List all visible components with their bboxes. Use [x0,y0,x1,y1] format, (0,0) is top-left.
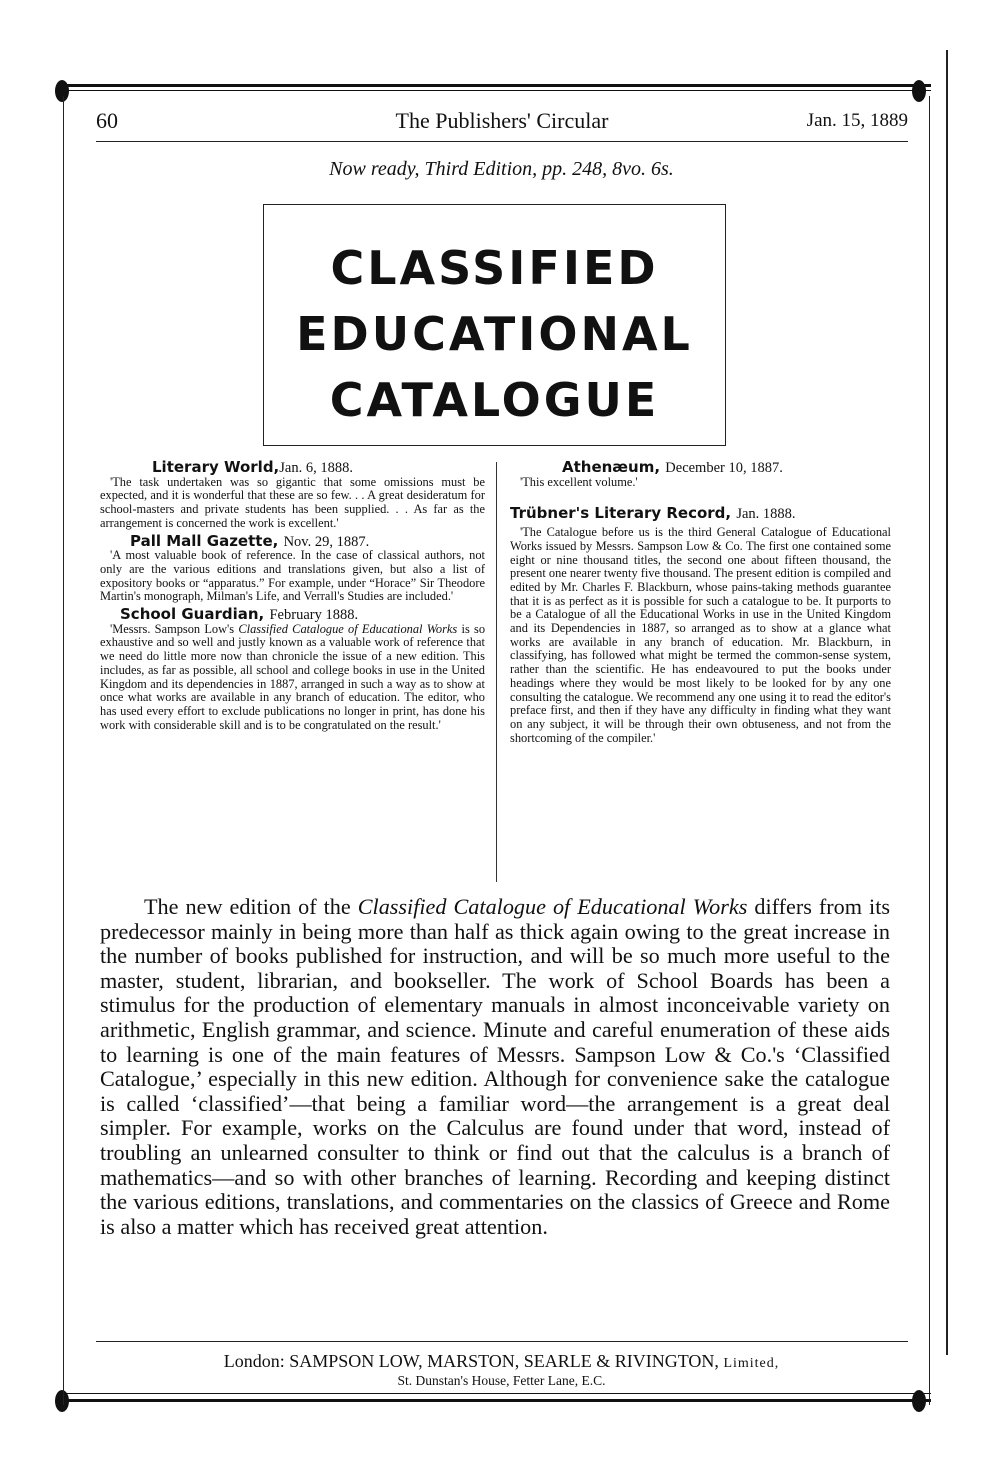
reviews-left-column [100,458,486,732]
corner-ornament-top-left [55,80,69,102]
review-date: December 10, 1887. [665,460,783,476]
page-number: 60 [96,108,118,133]
header-rule [96,141,908,142]
review-date: Nov. 29, 1887. [283,533,370,550]
journal-title: The Publishers' Circular [395,108,609,133]
review-heading-athenaeum [510,458,891,476]
review-heading-trubner [510,504,891,523]
review-date: February 1888. [269,607,359,624]
review-text-athenaeum: 'This excellent volume.' [520,474,638,489]
review-source: Literary World, [152,458,280,476]
review-source: School Guardian, [120,605,265,624]
catalogue-title-box [263,204,726,446]
review-heading-pall-mall [100,531,485,550]
bottom-border-rule [62,1393,931,1407]
publisher-limited: Limited, [723,1356,780,1371]
review-text-pall-mall: 'A most valuable book of reference. In the case of classical authors, not only are the various editions and translations given, but also a list of expository books or “apparatus.” For example, under “Horace” Sir Theodore Martin's monograph, Milman's Life, and Verrall's Studies are included.' [100,548,485,604]
publisher-imprint [0,1351,1003,1372]
title-line-1: CLASSIFIED [330,241,659,295]
review-text-school-guardian: 'Messrs. Sampson Low's Classified Catalogue of Educational Works is so exhaustive and so well and justly known as a valuable work of reference that we need do little more now than chronicle the issue of a new edition. This includes, as far as possible, all school and college books in use in the United Kingdom and its dependencies in 1887, arranged in such a way as to show at once what works are available in any branch of education. The editor, who has used every effort to exclude publications no longer in print, has done his work with considerable skill and is to be congratulated on the result.' [100,621,486,732]
review-text-trubner: 'The Catalogue before us is the third General Catalogue of Educational Works issued by Messrs. Sampson Low & Co. The first one contained some eight or nine thousand titles, the second one about fifteen thousand, the present one nearer twenty five thousand. The present edition is compiled and edited by Mr. Charles F. Blackburn, whose pains-taking methods guarantee that it is as perfect as it is possible for such a catalogue to be. It purports to be a Catalogue of all the Educational Works in use in the United Kingdom and its Dependencies in 1887, so arranged as to show at a glance what works are available in any branch of education. Mr. Blackburn, in classifying, has followed what might be termed the common-sense system, rather than the scientific. He has endeavoured to put the books under headings where they would be most likely to be looked for by any one consulting the catalogue. We recommend any one using it to read the editor's preface first, and then if they have any difficulty in finding what they want on any subject, it will be through their own obtuseness, and not from the shortcoming of the compiler.' [510,525,892,745]
corner-ornament-top-right [912,80,926,102]
publisher-address: St. Dunstan's House, Fetter Lane, E.C. [397,1373,606,1388]
review-source: Trübner's Literary Record, [510,504,732,523]
edition-line: Now ready, Third Edition, pp. 248, 8vo. 6s. [329,158,674,180]
body-paragraph: The new edition of the Classified Catalogue of Educational Works differs from its predecessor mainly in being more than half as thick again owing to the great increase in the number of books published for instruction, and will be so much more useful to the master, student, librarian, and bookseller. The work of School Boards has been a stimulus for the production of elementary manuals in almost inconceivable variety on arithmetic, English grammar, and science. Minute and careful enumeration of these aids to learning is one of the main features of Messrs. Sampson Low & Co.'s ‘Classified Catalogue,’ especially in this new edition. Although for convenience sake the catalogue is called ‘classified’—that being a familiar word—the arrangement is a great deal simpler. For example, works on the Calculus are found under that word, instead of troubling an unlearned consulter to think or find out that the calculus is a branch of mathematics—and so with other branches of learning. Recording and keeping distinct the various editions, translations, and commentaries on the classics of Greece and Rome is also a matter which has received great attention. [100,894,890,1239]
review-date: Jan. 6, 1888. [279,460,353,476]
reviews-right-column [510,458,892,745]
review-heading-literary-world [100,458,485,476]
imprint-rule [96,1341,908,1342]
review-text-literary-world: 'The task undertaken was so gigantic that some omissions must be expected, and it is wonderful that these are so few. . . A great desideratum for school-masters and private students has been supplied. . . As far as the arrangement is concerned the work is excellent.' [100,474,485,530]
column-divider [496,462,497,882]
issue-date: Jan. 15, 1889 [806,110,908,131]
right-frame-line [929,96,930,1405]
title-line-2: EDUCATIONAL [296,307,693,361]
page-edge-line [946,50,948,1355]
review-source: Athenæum, [562,458,661,476]
running-header [96,108,908,134]
review-date: Jan. 1888. [736,506,796,523]
review-heading-school-guardian [100,605,485,624]
title-line-3: CATALOGUE [329,373,660,427]
review-source: Pall Mall Gazette, [130,531,279,550]
left-frame-line [63,96,64,1405]
corner-ornament-bottom-right [912,1390,926,1412]
publisher-name: London: SAMPSON LOW, MARSTON, SEARLE & RIVINGTON, [223,1351,719,1371]
corner-ornament-bottom-left [55,1390,69,1412]
top-border-rule [62,84,931,98]
